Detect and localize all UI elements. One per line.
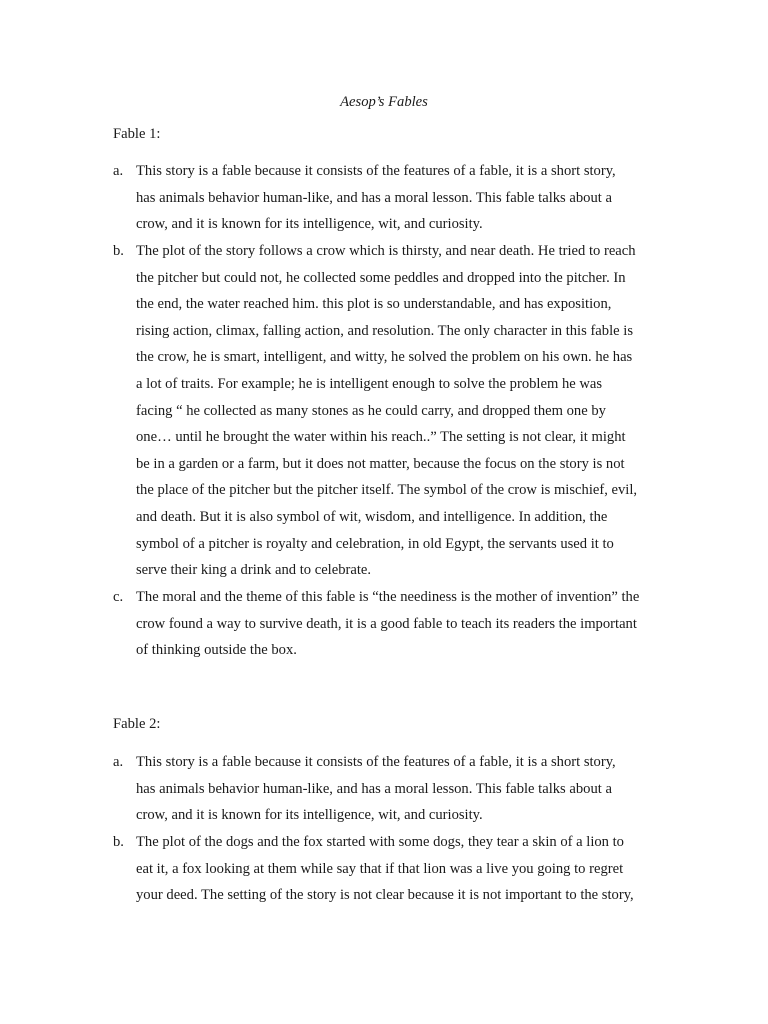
text-line: one… until he brought the water within his reach..” The setting is not clear, it might [136, 429, 626, 446]
text-line: symbol of a pitcher is royalty and celebration, in old Egypt, the servants used it to [136, 535, 614, 552]
paragraph [136, 158, 673, 238]
text-line: The moral and the theme of this fable is “the neediness is the mother of invention” the [136, 589, 640, 605]
document-title: Aesop’s Fables [340, 94, 428, 110]
text-line: This story is a fable because it consists of the features of a fable, it is a short story, [136, 754, 616, 770]
paragraph [136, 238, 673, 584]
paragraph [136, 829, 673, 909]
paragraph [136, 584, 673, 664]
text-line: your deed. The setting of the story is not clear because it is not important to the story, [136, 887, 634, 904]
text-line: The plot of the dogs and the fox started with some dogs, they tear a skin of a lion to [136, 834, 624, 850]
text-line: eat it, a fox looking at them while say that if that lion was a live you going to regret [136, 860, 624, 877]
text-line: the crow, he is smart, intelligent, and witty, he solved the problem on his own. he has [136, 349, 633, 366]
list-item [113, 158, 673, 238]
list-marker: b. [113, 243, 124, 259]
list-marker: b. [113, 834, 124, 850]
fable-heading: Fable 2: [113, 716, 161, 732]
text-line: crow, and it is known for its intelligence, wit, and curiosity. [136, 807, 483, 824]
list-item [113, 238, 673, 584]
paragraph [136, 749, 673, 829]
text-line: has animals behavior human-like, and has a moral lesson. This fable talks about a [136, 780, 612, 797]
text-line: be in a garden or a farm, but it does not matter, because the focus on the story is not [136, 455, 625, 472]
text-line: crow found a way to survive death, it is a good fable to teach its readers the important [136, 615, 637, 632]
list-item [113, 829, 673, 909]
list-item [113, 584, 673, 664]
text-line: facing “ he collected as many stones as he could carry, and dropped them one by [136, 402, 606, 419]
list-marker: a. [113, 754, 124, 770]
list-marker: c. [113, 589, 124, 605]
text-line: The plot of the story follows a crow which is thirsty, and near death. He tried to reach [136, 243, 636, 259]
text-line: the pitcher but could not, he collected some peddles and dropped into the pitcher. In [136, 269, 626, 286]
text-line: serve their king a drink and to celebrate. [136, 562, 372, 579]
list-marker: a. [113, 163, 124, 179]
text-line: has animals behavior human-like, and has a moral lesson. This fable talks about a [136, 189, 612, 206]
text-line: This story is a fable because it consists of the features of a fable, it is a short story, [136, 163, 616, 179]
text-line: of thinking outside the box. [136, 642, 297, 659]
text-line: a lot of traits. For example; he is intelligent enough to solve the problem he was [136, 375, 603, 392]
fable-heading: Fable 1: [113, 126, 161, 142]
text-line: the place of the pitcher but the pitcher itself. The symbol of the crow is mischief, evil, [136, 482, 638, 499]
list-item [113, 749, 673, 829]
text-line: and death. But it is also symbol of wit, wisdom, and intelligence. In addition, the [136, 508, 608, 525]
text-line: crow, and it is known for its intelligence, wit, and curiosity. [136, 216, 483, 233]
text-line: the end, the water reached him. this plot is so understandable, and has exposition, [136, 296, 612, 313]
text-line: rising action, climax, falling action, and resolution. The only character in this fable is [136, 322, 633, 339]
